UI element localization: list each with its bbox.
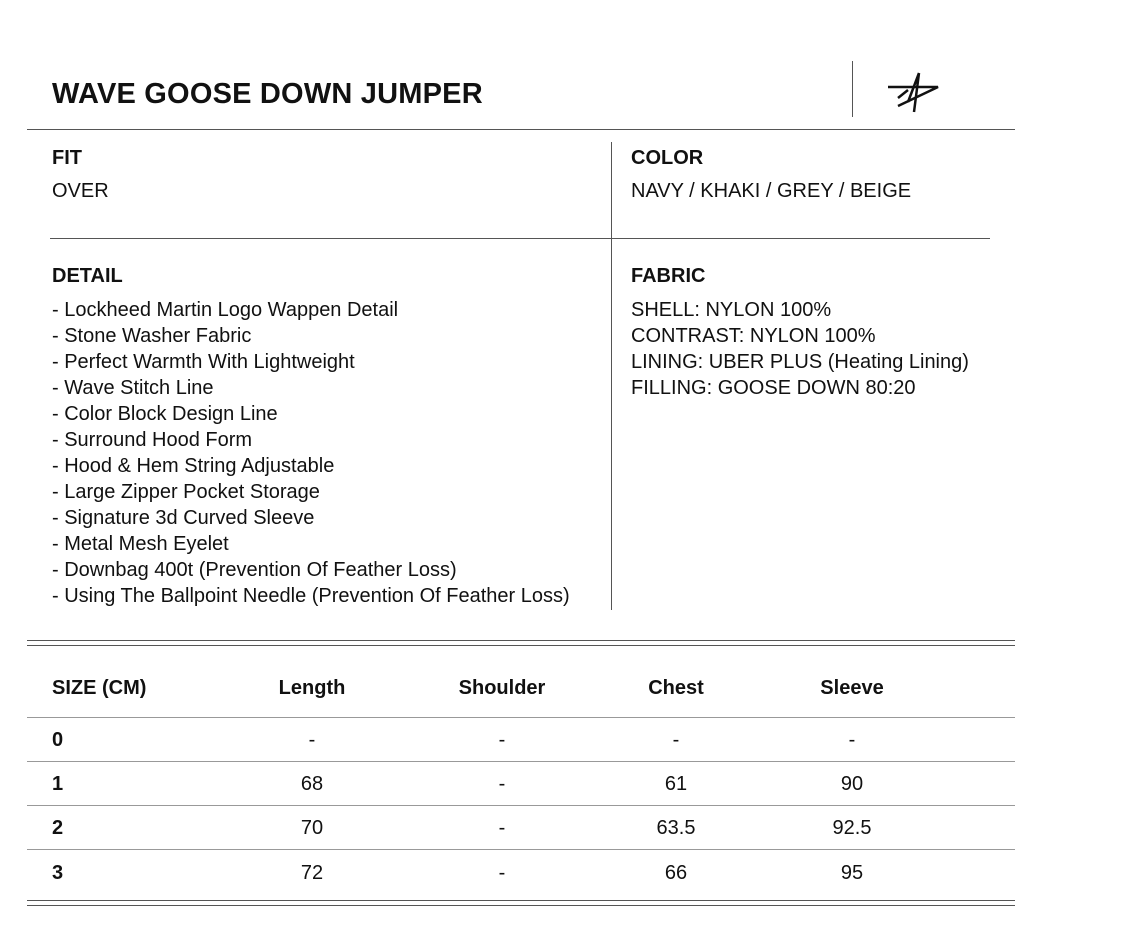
fabric-label: FABRIC bbox=[631, 265, 706, 287]
fit-value: OVER bbox=[52, 180, 109, 202]
list-item: - Hood & Hem String Adjustable bbox=[52, 455, 335, 477]
table-header-shoulder: Shoulder bbox=[458, 677, 546, 699]
table-cell: 72 bbox=[300, 862, 324, 884]
table-cell: 1 bbox=[52, 773, 64, 795]
table-cell: 0 bbox=[52, 729, 64, 751]
table-top-rule bbox=[27, 645, 1015, 646]
detail-label: DETAIL bbox=[52, 265, 123, 287]
row-divider bbox=[27, 805, 1015, 806]
list-item: - Using The Ballpoint Needle (Prevention Of Feather Loss) bbox=[52, 585, 570, 607]
list-item: - Perfect Warmth With Lightweight bbox=[52, 351, 355, 373]
table-cell: 70 bbox=[300, 817, 324, 839]
product-title: WAVE GOOSE DOWN JUMPER bbox=[52, 78, 483, 110]
list-item: SHELL: NYLON 100% bbox=[631, 299, 832, 321]
table-cell: - bbox=[672, 729, 680, 751]
color-value: NAVY / KHAKI / GREY / BEIGE bbox=[631, 180, 912, 202]
fabric-list bbox=[631, 297, 969, 401]
fit-label: FIT bbox=[52, 147, 82, 169]
table-top-rule bbox=[27, 640, 1015, 641]
table-cell: 92.5 bbox=[832, 817, 872, 839]
table-header-sleeve: Sleeve bbox=[820, 677, 884, 699]
list-item: - Downbag 400t (Prevention Of Feather Loss) bbox=[52, 559, 457, 581]
row-divider bbox=[27, 761, 1015, 762]
header-divider bbox=[27, 129, 1015, 130]
table-bottom-rule bbox=[27, 900, 1015, 901]
star-logo-icon bbox=[886, 70, 942, 119]
column-divider bbox=[611, 142, 612, 610]
list-item: - Lockheed Martin Logo Wappen Detail bbox=[52, 299, 399, 321]
list-item: - Color Block Design Line bbox=[52, 403, 278, 425]
table-header-length: Length bbox=[278, 677, 346, 699]
row-divider bbox=[27, 717, 1015, 718]
table-cell: 68 bbox=[300, 773, 324, 795]
table-header-chest: Chest bbox=[648, 677, 704, 699]
list-item: - Wave Stitch Line bbox=[52, 377, 214, 399]
color-label: COLOR bbox=[631, 147, 704, 169]
table-bottom-rule bbox=[27, 905, 1015, 906]
table-header-size: SIZE (CM) bbox=[52, 677, 147, 699]
table-cell: - bbox=[498, 729, 506, 751]
row-divider bbox=[27, 849, 1015, 850]
list-item: - Stone Washer Fabric bbox=[52, 325, 252, 347]
list-item: CONTRAST: NYLON 100% bbox=[631, 325, 876, 347]
section-divider bbox=[50, 238, 990, 239]
list-item: FILLING: GOOSE DOWN 80:20 bbox=[631, 377, 916, 399]
list-item: - Large Zipper Pocket Storage bbox=[52, 481, 320, 503]
table-cell: 2 bbox=[52, 817, 64, 839]
list-item: - Signature 3d Curved Sleeve bbox=[52, 507, 315, 529]
list-item: - Surround Hood Form bbox=[52, 429, 253, 451]
list-item: LINING: UBER PLUS (Heating Lining) bbox=[631, 351, 969, 373]
table-cell: 90 bbox=[840, 773, 864, 795]
table-cell: - bbox=[498, 817, 506, 839]
table-cell: 3 bbox=[52, 862, 64, 884]
table-cell: 95 bbox=[840, 862, 864, 884]
table-cell: - bbox=[848, 729, 856, 751]
detail-list bbox=[52, 297, 570, 609]
table-cell: - bbox=[308, 729, 316, 751]
table-cell: - bbox=[498, 773, 506, 795]
table-cell: 61 bbox=[664, 773, 688, 795]
list-item: - Metal Mesh Eyelet bbox=[52, 533, 229, 555]
table-cell: 63.5 bbox=[656, 817, 696, 839]
logo-divider bbox=[852, 61, 853, 117]
table-cell: 66 bbox=[664, 862, 688, 884]
table-cell: - bbox=[498, 862, 506, 884]
